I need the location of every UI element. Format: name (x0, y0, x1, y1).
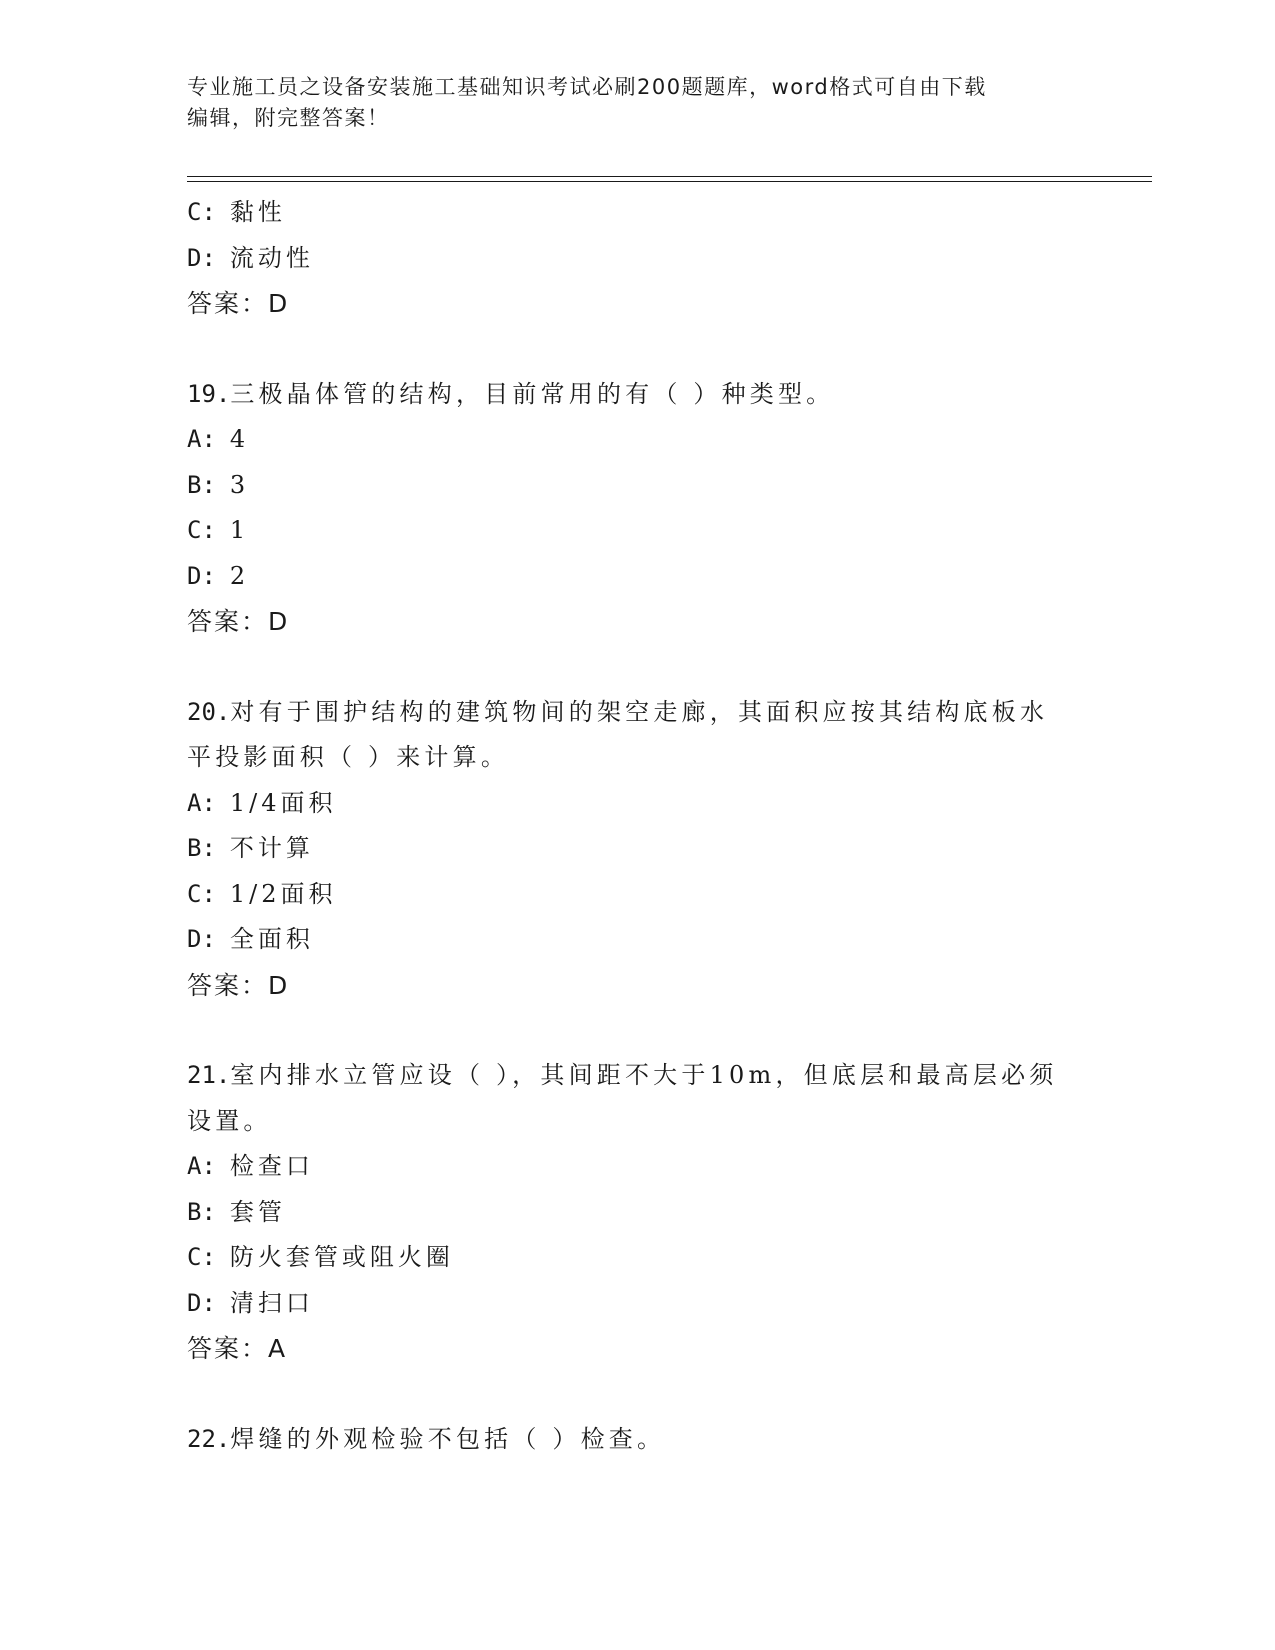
option-row (187, 872, 1087, 918)
spacer (187, 645, 1087, 690)
spacer (187, 327, 1087, 372)
option-key: A: (187, 788, 216, 817)
option-key: C: (187, 1243, 216, 1271)
question-number: 19. (187, 379, 231, 408)
option-text: 全面积 (229, 925, 314, 953)
question-text: 对有于围护结构的建筑物间的架空走廊，其面积应按其结构底板水 (230, 697, 1049, 726)
option-text: 1/4面积 (229, 788, 337, 817)
question-text-continued: 设置。 (187, 1106, 272, 1135)
option-row (187, 917, 1087, 963)
header-divider-bottom (187, 181, 1152, 182)
option-row (187, 1144, 1087, 1190)
option-text: 检查口 (229, 1152, 314, 1180)
option-row (187, 1281, 1087, 1327)
question-text: 三极晶体管的结构，目前常用的有（ ）种类型。 (230, 379, 835, 408)
header-title-line-1: 专业施工员之设备安装施工基础知识考试必刷200题题库，word格式可自由下载 (187, 75, 987, 99)
option-key: B: (187, 1197, 216, 1226)
option-row (187, 554, 1087, 600)
answer-line: 答案：D (187, 289, 290, 318)
spacer (187, 1372, 1087, 1417)
option-text: 套管 (229, 1197, 286, 1226)
option-row (187, 463, 1087, 509)
option-text: 防火套管或阻火圈 (229, 1243, 454, 1271)
option-key: A: (187, 1152, 216, 1180)
document-header (187, 72, 1067, 134)
option-text: 不计算 (229, 834, 314, 862)
option-row (187, 1235, 1087, 1281)
option-row (187, 508, 1087, 554)
question-21 (187, 1053, 1087, 1144)
option-key: D: (187, 561, 216, 590)
question-number: 21. (187, 1061, 231, 1089)
option-text: 3 (229, 470, 250, 499)
header-title-line-2: 编辑，附完整答案！ (187, 106, 390, 130)
option-key: B: (187, 834, 216, 862)
question-text-continued: 平投影面积（ ）来计算。 (187, 743, 510, 771)
option-row (187, 1190, 1087, 1236)
question-number: 20. (187, 697, 231, 726)
option-text: 流动性 (229, 243, 314, 272)
option-key: C: (187, 879, 216, 908)
option-key: D: (187, 243, 216, 272)
option-key: D: (187, 1288, 216, 1317)
answer-line: 答案：D (187, 607, 290, 636)
option-text: 清扫口 (229, 1288, 314, 1317)
option-key: C: (187, 516, 216, 544)
option-text: 黏性 (229, 198, 286, 226)
option-text: 1 (229, 516, 250, 544)
answer-line: 答案：A (187, 1334, 288, 1363)
option-key: C: (187, 198, 216, 226)
question-text: 焊缝的外观检验不包括（ ）检查。 (230, 1424, 666, 1453)
option-row (187, 826, 1087, 872)
option-row (187, 781, 1087, 827)
question-text: 室内排水立管应设（ ），其间距不大于10m，但底层和最高层必须 (230, 1061, 1058, 1089)
spacer (187, 1008, 1087, 1053)
option-key: A: (187, 425, 216, 453)
option-row (187, 190, 1087, 236)
question-content (187, 190, 1087, 1462)
option-text: 2 (229, 561, 250, 590)
option-row (187, 417, 1087, 463)
question-22 (187, 1417, 1087, 1463)
question-20 (187, 690, 1087, 781)
option-text: 4 (229, 425, 250, 453)
header-divider-top (187, 176, 1152, 177)
answer-line: 答案：D (187, 970, 290, 1000)
question-number: 22. (187, 1424, 231, 1453)
option-key: B: (187, 470, 216, 499)
question-19 (187, 372, 1087, 418)
option-row (187, 236, 1087, 282)
option-text: 1/2面积 (229, 879, 337, 908)
option-key: D: (187, 925, 216, 953)
